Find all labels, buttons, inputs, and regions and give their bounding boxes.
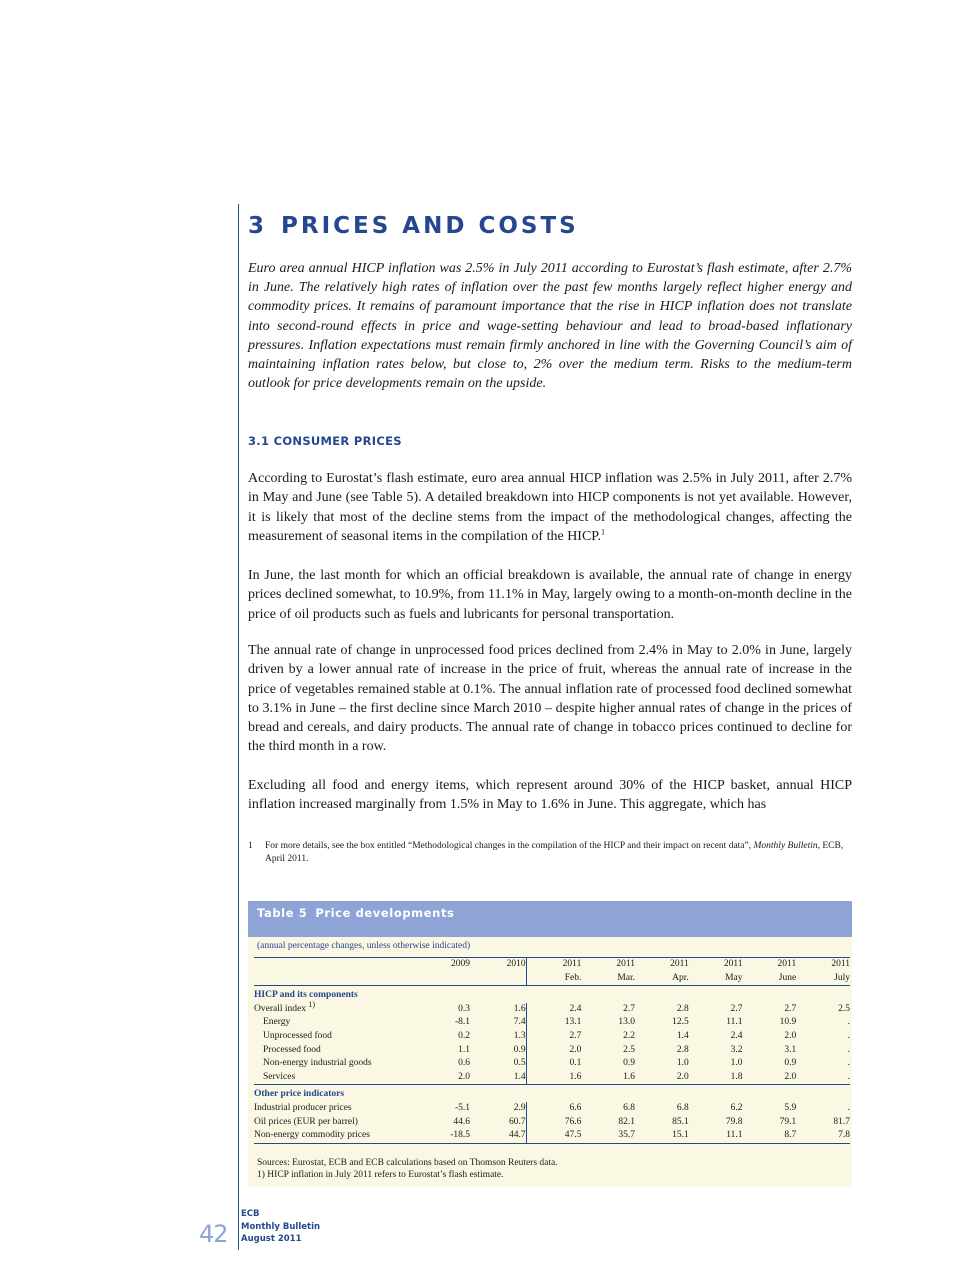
table-cell: 6.6 <box>526 1102 581 1116</box>
table-cell: 44.7 <box>470 1129 526 1143</box>
table-cell: 2.4 <box>526 1003 581 1017</box>
footnote-body <box>265 840 852 866</box>
table-cell: 2.5 <box>623 1044 636 1055</box>
table-cell: 2.0 <box>458 1071 471 1082</box>
table-cell: 85.1 <box>672 1116 689 1127</box>
table-cell: 2.4 <box>730 1030 743 1041</box>
table-cell: 6.2 <box>730 1102 743 1113</box>
row-label: Oil prices (EUR per barrel) <box>254 1116 358 1127</box>
table-cell: 1.4 <box>513 1071 526 1082</box>
table-cell: 82.1 <box>618 1116 636 1127</box>
table-title: Price developments <box>315 906 455 920</box>
table-cell: 0.1 <box>526 1057 581 1071</box>
group-title: Other price indicators <box>254 1085 850 1102</box>
footnote-reference[interactable]: 1 <box>601 527 606 537</box>
footer-publication: Monthly Bulletin <box>241 1221 321 1232</box>
table-notes <box>257 1158 558 1181</box>
footer-publisher: ECB <box>241 1209 260 1219</box>
table-cell: 6.8 <box>676 1102 689 1113</box>
table-row <box>254 1129 850 1143</box>
column-header-years <box>254 958 850 972</box>
table-cell: 1.0 <box>730 1058 743 1069</box>
table-cell: 7.8 <box>796 1129 850 1143</box>
table-cell: 8.7 <box>742 1129 796 1143</box>
column-month: Feb. <box>526 972 581 986</box>
table-cell: . <box>847 1030 850 1041</box>
column-year: 2010 <box>470 958 526 972</box>
table-cell: 2.0 <box>784 1071 797 1082</box>
paragraph-3: The annual rate of change in unprocessed food prices declined from 2.4% in May to 2.0% in June, largely driven by a lower annual rate of increase in the price of fruit, whereas the annual rate of increase in the price of vegetables remained stable at 0.1%. The annual inflation rate of processed food declined somewhat to 3.1% in June – the first decline since March 2010 – despite higher annual rates of change in the prices of bread and cereals, and dairy products. The annual rate of change in tobacco prices continued to decline for the third month in a row. <box>248 643 852 755</box>
column-year: 2011 <box>796 958 850 972</box>
table-subtitle: (annual percentage changes, unless otherwise indicated) <box>257 941 471 951</box>
row-note: 1) <box>308 999 316 1009</box>
table-cell: 0.3 <box>458 1003 471 1014</box>
table-cell: 3.2 <box>730 1044 743 1055</box>
table-row <box>254 1057 850 1071</box>
table-cell: 1.0 <box>676 1058 689 1069</box>
table-cell: 0.9 <box>784 1058 797 1069</box>
section-title: 3.1 CONSUMER PRICES <box>248 434 402 448</box>
table-cell: 2.0 <box>784 1030 797 1041</box>
table-cell: 6.8 <box>623 1102 636 1113</box>
table-cell: 35.7 <box>581 1129 635 1143</box>
table-cell: 0.2 <box>458 1030 471 1041</box>
footnote-number: 1 <box>248 841 253 851</box>
table-row <box>254 1016 850 1030</box>
table-cell: 60.7 <box>509 1116 526 1127</box>
chapter-number: 3 <box>248 213 268 239</box>
table-cell: . <box>847 1102 850 1113</box>
table-cell: 2.7 <box>730 1003 743 1014</box>
table-cell: -18.5 <box>413 1129 470 1143</box>
table-cell: 2.8 <box>676 1003 689 1014</box>
table-cell: 0.9 <box>623 1058 636 1069</box>
column-year: 2011 <box>581 958 635 972</box>
column-month: Apr. <box>635 972 689 986</box>
table-footnote: 1) HICP inflation in July 2011 refers to Eurostat’s flash estimate. <box>257 1169 504 1180</box>
table-cell: 2.7 <box>784 1003 797 1014</box>
table-label: Table 5 <box>257 906 308 920</box>
table-row <box>254 1071 850 1085</box>
table-row <box>254 1003 850 1017</box>
column-year: 2011 <box>526 958 581 972</box>
chapter-title-text: PRICES AND COSTS <box>281 213 579 239</box>
column-year: 2011 <box>689 958 743 972</box>
table-cell: 2.7 <box>623 1003 636 1014</box>
table-cell: 1.8 <box>730 1071 743 1082</box>
group-title: HICP and its components <box>254 990 358 1001</box>
table-cell: 5.9 <box>784 1102 797 1113</box>
row-label: Energy <box>263 1017 291 1028</box>
table-cell: 2.7 <box>526 1030 581 1044</box>
table-cell: 1.4 <box>676 1030 689 1041</box>
table-row <box>254 1044 850 1058</box>
table-row <box>254 1116 850 1130</box>
footer-issue: August 2011 <box>241 1234 302 1244</box>
table-sources: Sources: Eurostat, ECB and ECB calculations based on Thomson Reuters data. <box>257 1158 558 1168</box>
row-label: Industrial producer prices <box>254 1102 352 1113</box>
table-cell: 2.5 <box>838 1003 850 1014</box>
column-header-months <box>254 972 850 986</box>
column-month: July <box>796 972 850 986</box>
table-cell: 2.8 <box>676 1044 689 1055</box>
table-cell: 13.1 <box>526 1016 581 1030</box>
table-cell: 15.1 <box>635 1129 689 1143</box>
paragraph-1-text: According to Eurostat’s flash estimate, euro area annual HICP inflation was 2.5% in July 2011, after 2.7% in May and June (see Table 5). A detailed breakdown into HICP components is not yet available. However, it is likely that most of the decline stems from the impact of the methodological changes, affecting the measurement of seasonal items in the compilation of the HICP. <box>248 471 852 544</box>
table-header <box>248 901 852 937</box>
table-cell: 1.6 <box>513 1003 526 1014</box>
margin-rule <box>238 204 239 1250</box>
table-row <box>254 1102 850 1116</box>
row-label: Overall index $^{1)}$ <box>254 999 316 1014</box>
footnote <box>248 840 852 866</box>
footnote-source-title: Monthly Bulletin <box>753 841 818 851</box>
table-cell: 3.1 <box>784 1044 797 1055</box>
table-cell: 44.6 <box>453 1116 471 1127</box>
table-cell: 81.7 <box>833 1116 850 1127</box>
table-cell: 1.3 <box>513 1030 526 1041</box>
table-cell: 12.5 <box>672 1017 689 1028</box>
table-cell: 11.1 <box>689 1129 743 1143</box>
group-header-hicp <box>254 986 850 1003</box>
table-cell: . <box>847 1058 850 1069</box>
table-cell: 79.8 <box>725 1116 743 1127</box>
row-label: Processed food <box>263 1044 321 1055</box>
paragraph-4: Excluding all food and energy items, which represent around 30% of the HICP basket, annual HICP inflation increased marginally from 1.5% in May to 1.6% in June. This aggregate, which has <box>248 778 852 813</box>
column-year: 2009 <box>413 958 470 972</box>
table-cell: -8.1 <box>454 1017 471 1028</box>
table-cell: 1.6 <box>526 1071 581 1085</box>
table-cell: 0.6 <box>458 1058 471 1069</box>
table-cell: 1.6 <box>623 1071 636 1082</box>
table-cell: 1.1 <box>458 1044 471 1055</box>
table-cell: . <box>847 1017 850 1028</box>
column-month <box>470 972 526 986</box>
row-label: Unprocessed food <box>263 1030 332 1041</box>
data-table <box>254 957 850 1144</box>
chapter-title <box>248 213 579 239</box>
page-number: 42 <box>199 1220 228 1248</box>
table-row <box>254 1030 850 1044</box>
table-cell: 2.0 <box>526 1044 581 1058</box>
row-label: Non-energy commodity prices <box>254 1129 413 1143</box>
table-cell: . <box>847 1071 850 1082</box>
column-month: June <box>742 972 796 986</box>
table-cell: 76.6 <box>526 1116 581 1130</box>
column-month <box>413 972 470 986</box>
footnote-source-rest: , ECB, April 2011. <box>265 841 844 864</box>
table-cell: 47.5 <box>526 1129 581 1143</box>
chapter-summary: Euro area annual HICP inflation was 2.5% in July 2011 according to Eurostat’s flash estimate, after 2.7% in June. The relatively high rates of inflation over the past few months largely reflect higher energy and commodity prices. It remains of paramount importance that the rise in HICP inflation does not translate into second-round effects in price and wage-setting behaviour and lead to broad-based inflationary pressures. Inflation expectations must remain firmly anchored in line with the Governing Council’s aim of maintaining inflation rates below, but close to, 2% over the medium term. Risks to the medium-term outlook for price developments remain on the upside. <box>248 261 852 392</box>
table-cell: 2.9 <box>513 1102 526 1113</box>
table-cell: 0.9 <box>513 1044 526 1055</box>
column-year: 2011 <box>742 958 796 972</box>
column-month: May <box>689 972 743 986</box>
table-cell: . <box>847 1044 850 1055</box>
table-cell: 0.5 <box>513 1058 526 1069</box>
paragraph-2: In June, the last month for which an official breakdown is available, the annual rate of change in energy prices declined somewhat, to 10.9%, from 11.1% in May, largely owing to a month-on-month decline in the price of oil products such as fuels and lubricants for personal transportation. <box>248 568 852 622</box>
row-label: Non-energy industrial goods <box>263 1058 372 1069</box>
column-year: 2011 <box>635 958 689 972</box>
row-label: Services <box>263 1071 296 1082</box>
table-cell: -5.1 <box>454 1102 471 1113</box>
group-header-other <box>254 1085 850 1102</box>
table-cell: 2.2 <box>623 1030 636 1041</box>
table-cell: 13.0 <box>618 1017 636 1028</box>
paragraph-1 <box>248 469 852 546</box>
table-cell: 10.9 <box>779 1017 797 1028</box>
footnote-text: For more details, see the box entitled “Methodological changes in the compilation of the HICP and their impact on recent data”, <box>265 841 754 851</box>
table-cell: 7.4 <box>513 1017 526 1028</box>
table-cell: 11.1 <box>726 1017 743 1028</box>
publication-footer <box>241 1208 320 1246</box>
table-cell: 2.0 <box>676 1071 689 1082</box>
table-cell: 79.1 <box>779 1116 797 1127</box>
price-developments-table <box>248 901 852 1187</box>
column-month: Mar. <box>581 972 635 986</box>
